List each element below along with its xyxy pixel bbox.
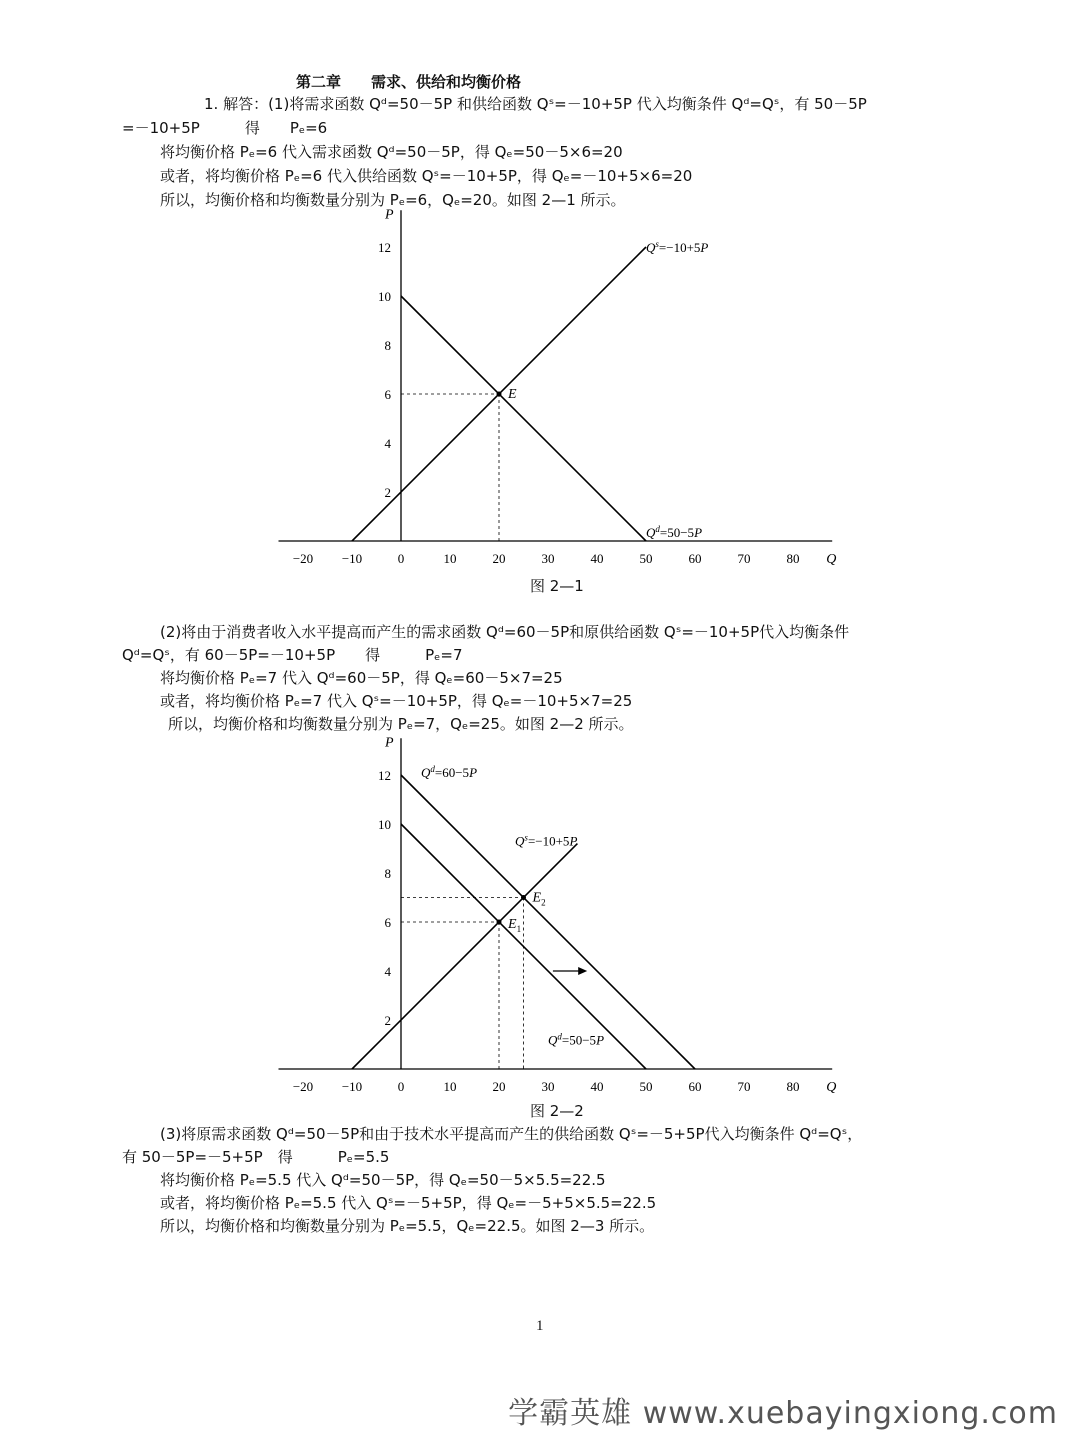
part1-line4: 或者，将均衡价格 Pₑ=6 代入供给函数 Qˢ=－10+5P，得 Qₑ=－10+5×6=20: [160, 167, 693, 185]
series-label-1: $Q^d=60-5P$: [421, 764, 478, 780]
figure-2-2-caption: 图 2—2: [530, 1102, 584, 1120]
x-tick-label: 60: [688, 1079, 702, 1094]
y-tick-label: 8: [384, 338, 391, 353]
part2-line2: Qᵈ=Qˢ，有 60－5P=－10+5P 得 Pₑ=7: [122, 646, 463, 664]
y-axis-label: P: [385, 208, 394, 223]
y-tick-label: 2: [384, 485, 391, 500]
y-tick-label: 10: [378, 289, 391, 304]
x-tick-label: 20: [492, 1079, 506, 1094]
part2-line3: 将均衡价格 Pₑ=7 代入 Qᵈ=60－5P，得 Qₑ=60－5×7=25: [160, 669, 563, 687]
part3-line4: 或者，将均衡价格 Pₑ=5.5 代入 Qˢ=－5+5P，得 Qₑ=－5+5×5.5=22.5: [160, 1194, 657, 1212]
figure-2-2-chart: [270, 736, 840, 1102]
series-line-2: [401, 296, 646, 541]
y-axis-label: P: [385, 736, 394, 751]
x-tick-label: 0: [397, 551, 405, 566]
part2-line4: 或者，将均衡价格 Pₑ=7 代入 Qˢ=－10+5P，得 Qₑ=－10+5×7=25: [160, 692, 633, 710]
x-tick-label: 50: [639, 1079, 653, 1094]
x-tick-label: 80: [786, 551, 800, 566]
part2-line5: 所以，均衡价格和均衡数量分别为 Pₑ=7，Qₑ=25。如图 2—2 所示。: [168, 715, 634, 733]
x-tick-label: 10: [443, 551, 457, 566]
x-tick-label: −10: [341, 551, 363, 566]
x-tick-label: 40: [590, 551, 604, 566]
equilibrium-point: [521, 895, 526, 900]
x-tick-label: 50: [639, 551, 653, 566]
x-tick-label: 80: [786, 1079, 800, 1094]
y-tick-label: 4: [384, 964, 391, 979]
y-tick-label: 6: [384, 915, 391, 930]
y-tick-label: 6: [384, 387, 391, 402]
x-tick-label: 0: [397, 1079, 405, 1094]
equilibrium-label: $E_1$: [508, 917, 522, 934]
x-tick-label: −20: [292, 551, 314, 566]
part1-line2: =－10+5P 得 Pₑ=6: [122, 119, 328, 137]
x-tick-label: 20: [492, 551, 506, 566]
part3-line2: 有 50－5P=－5+5P 得 Pₑ=5.5: [122, 1148, 390, 1166]
shift-arrow-head: [578, 967, 587, 975]
equilibrium-point: [497, 392, 502, 397]
part1-line1: 1. 解答：(1)将需求函数 Qᵈ=50－5P 和供给函数 Qˢ=－10+5P 代入均衡条件 Qᵈ=Qˢ，有 50－5P: [204, 95, 867, 113]
part3-line5: 所以，均衡价格和均衡数量分别为 Pₑ=5.5，Qₑ=22.5。如图 2—3 所示。: [160, 1217, 655, 1235]
x-tick-label: −10: [341, 1079, 363, 1094]
series-label-3: $Q^d=50-5P$: [548, 1031, 605, 1048]
page-number: 1: [536, 1318, 544, 1334]
x-axis-label: Q: [826, 552, 837, 567]
y-tick-label: 12: [378, 768, 391, 783]
y-tick-label: 12: [378, 240, 391, 255]
x-tick-label: 30: [541, 551, 555, 566]
part3-line3: 将均衡价格 Pₑ=5.5 代入 Qᵈ=50－5P，得 Qₑ=50－5×5.5=22.5: [160, 1171, 606, 1189]
equilibrium-point: [497, 920, 502, 925]
x-tick-label: 60: [688, 551, 702, 566]
x-tick-label: −20: [292, 1079, 314, 1094]
figure-2-1-chart: [270, 208, 840, 576]
equilibrium-label: $E_2$: [532, 890, 546, 908]
x-axis-label: Q: [826, 1080, 837, 1095]
x-tick-label: 30: [541, 1079, 555, 1094]
x-tick-label: 70: [737, 551, 751, 566]
x-tick-label: 70: [737, 1079, 751, 1094]
chapter-heading: 第二章 需求、供给和均衡价格: [296, 73, 522, 91]
figure-2-1-caption: 图 2—1: [530, 577, 584, 595]
part3-line1: (3)将原需求函数 Qᵈ=50－5P和由于技术水平提高而产生的供给函数 Qˢ=－5+5P代入均衡条件 Qᵈ=Qˢ，: [160, 1125, 863, 1143]
part1-line3: 将均衡价格 Pₑ=6 代入需求函数 Qᵈ=50－5P，得 Qₑ=50－5×6=20: [160, 143, 623, 161]
part1-line5: 所以，均衡价格和均衡数量分别为 Pₑ=6，Qₑ=20。如图 2—1 所示。: [160, 191, 626, 209]
y-tick-label: 4: [384, 436, 391, 451]
y-tick-label: 8: [384, 866, 391, 881]
figure-2-1: [270, 208, 840, 576]
series-label-2: $Q^d=50-5P$: [646, 524, 703, 540]
x-tick-label: 40: [590, 1079, 604, 1094]
part2-line1: (2)将由于消费者收入水平提高而产生的需求函数 Qᵈ=60－5P和原供给函数 Qˢ=－10+5P代入均衡条件: [160, 623, 850, 641]
equilibrium-label: E: [508, 387, 517, 402]
watermark: 学霸英雄 www.xuebayingxiong.com: [508, 1396, 1058, 1431]
y-tick-label: 2: [384, 1013, 391, 1028]
y-tick-label: 10: [378, 817, 391, 832]
figure-2-2: [270, 736, 840, 1102]
series-label-2: $Q^s=-10+5P$: [515, 832, 578, 849]
series-label-1: $Q^s=-10+5P$: [646, 239, 709, 255]
x-tick-label: 10: [443, 1079, 457, 1094]
